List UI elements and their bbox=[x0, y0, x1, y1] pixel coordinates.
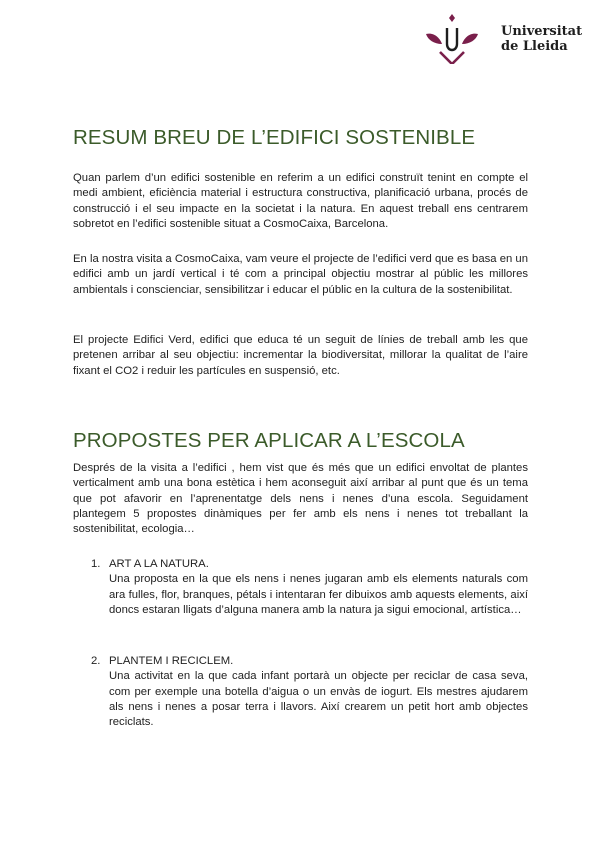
proposal-title: ART A LA NATURA. bbox=[109, 558, 209, 570]
university-name bbox=[501, 24, 582, 54]
proposal-number: 1. bbox=[91, 558, 101, 570]
summary-paragraph-2: En la nostra visita a CosmoCaixa, vam veure el projecte de l’edifici verd que es basa en un edifici amb un jardí vertical i té com a principal objectiu mostrar al públic les millores ambientals i conscienciar, sensibilitzar i educar el públic en la cultura de la sostenibilitat. bbox=[73, 253, 528, 296]
summary-paragraph-1: Quan parlem d’un edifici sostenible en referim a un edifici construït tenint en compte el medi ambient, eficiència material i estructura constructiva, planificació urbana, procés de construcció i el seu impacte en la societat i la natura. En aquest treball ens centrarem sobretot en l’edifici sostenible situat a CosmoCaixa, Barcelona. bbox=[73, 172, 528, 230]
logo-line-1: Universitat bbox=[501, 24, 583, 39]
logo-line-2: de Lleida bbox=[501, 39, 568, 54]
proposal-number: 2. bbox=[91, 655, 101, 667]
proposals-intro: Després de la visita a l’edifici , hem vist que és més que un edifici envoltat de plantes verticalment amb una bona estètica i hem aconseguit així arribar al punt que és un tema que pot afavorir en l’aprenentatge dels nens i nenes d’una escola. Seguidament plantegem 5 propostes dinàmiques per fer amb els nens i nenes tot treballant la sostenibilitat, ecologia… bbox=[73, 462, 528, 536]
section-title-proposals: PROPOSTES PER APLICAR A L’ESCOLA bbox=[73, 429, 465, 452]
university-emblem-icon bbox=[424, 14, 498, 64]
summary-paragraph-3: El projecte Edifici Verd, edifici que educa té un seguit de línies de treball amb les que pretenen arribar al seu objectiu: incrementar la biodiversitat, millorar la qualitat de l’aire fixant el CO2 i reduir les partícules en suspensió, etc. bbox=[73, 334, 528, 377]
proposal-description: Una proposta en la que els nens i nenes jugaran amb els elements naturals com ara fulles, flor, branques, pétals i intentaran fer dibuixos amb aquests elements, així doncs estaran lligats d’alguna manera amb la natura ja sigui emocional, artística… bbox=[109, 573, 528, 616]
proposal-description: Una activitat en la que cada infant portarà un objecte per reciclar de casa seva, com per exemple una botella d’aigua o un envàs de iogurt. Els mestres ajudarem als nens i nenes a posar terra i llavors. Així crearem un petit hort amb objectes reciclats. bbox=[109, 670, 528, 729]
university-logo bbox=[424, 14, 583, 64]
section-title-summary: RESUM BREU DE L’EDIFICI SOSTENIBLE bbox=[73, 126, 476, 149]
proposal-title: PLANTEM I RECICLEM. bbox=[109, 655, 234, 667]
